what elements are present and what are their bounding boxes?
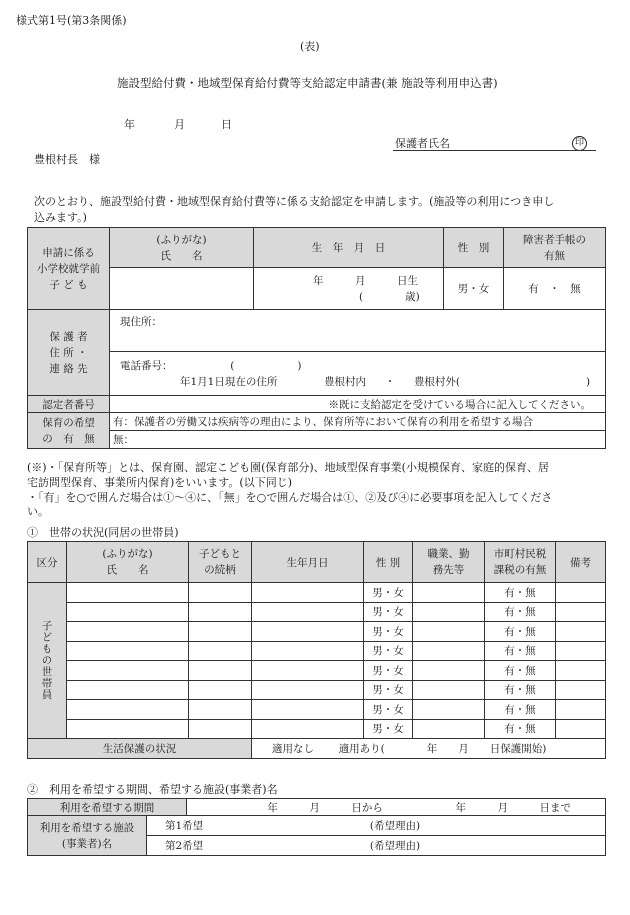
household-side-label	[28, 583, 67, 739]
member-tax-cell[interactable]: 有・無	[485, 680, 556, 700]
household-row	[28, 583, 606, 603]
guardian-name-label: 保護者氏名	[395, 137, 450, 150]
note-line-2: 宅訪問型保育、事業所内保育)をいいます。(以下同じ)	[27, 476, 292, 489]
child-label-1: 申請に係る	[42, 246, 95, 259]
member-job-cell[interactable]	[413, 602, 485, 622]
disability-field[interactable]: 有 ・ 無	[504, 268, 606, 310]
name-label: 氏 名	[160, 249, 203, 262]
member-name-cell[interactable]	[67, 661, 189, 681]
furigana-label: (ふりがな)	[156, 233, 207, 246]
child-name-header	[110, 228, 254, 268]
household-section-title: ① 世帯の状況(同居の世帯員)	[27, 526, 179, 539]
household-row	[28, 680, 606, 700]
in-village-option[interactable]: 豊根村内	[324, 375, 367, 388]
period-field[interactable]	[187, 799, 606, 816]
hope-label-2: の 有 無	[42, 432, 95, 445]
welfare-label: 生活保護の状況	[28, 739, 252, 759]
guardian-label-3: 連 絡 先	[49, 362, 88, 375]
reason-2-label: (希望理由)	[369, 840, 421, 852]
member-name-cell[interactable]	[67, 602, 189, 622]
member-sex-cell[interactable]: 男・女	[364, 641, 413, 661]
period-to: 年 月 日まで	[455, 801, 572, 814]
household-row	[28, 661, 606, 681]
sex-header: 性 別	[444, 228, 504, 268]
note-line-1: (※)・「保育所等」とは、保育園、認定こども園(保育部分)、地域型保育事業(小規模保育、家庭的保育、居	[27, 461, 549, 474]
jan1-address-line	[120, 374, 602, 390]
side-label: (表)	[300, 40, 320, 53]
choice-2-field[interactable]	[147, 836, 606, 856]
member-sex-cell[interactable]: 男・女	[364, 661, 413, 681]
tax-header	[485, 542, 556, 583]
member-sex-header: 性 別	[364, 542, 413, 583]
address-field[interactable]	[110, 310, 606, 352]
member-relation-cell[interactable]	[189, 622, 252, 642]
member-name-cell[interactable]	[67, 622, 189, 642]
member-birth-cell[interactable]	[252, 602, 364, 622]
member-tax-cell[interactable]: 有・無	[485, 719, 556, 739]
member-name-cell[interactable]	[67, 641, 189, 661]
sex-field[interactable]: 男・女	[444, 268, 504, 310]
birth-field[interactable]	[254, 268, 444, 310]
member-tax-cell[interactable]: 有・無	[485, 602, 556, 622]
member-remarks-cell[interactable]	[556, 602, 606, 622]
facility-label	[28, 816, 147, 856]
member-remarks-cell[interactable]	[556, 700, 606, 720]
birth-value-line-2: ( 歳)	[359, 290, 420, 303]
member-birth-cell[interactable]	[252, 583, 364, 603]
date-month: 月	[174, 118, 185, 131]
household-row	[28, 622, 606, 642]
member-remarks-cell[interactable]	[556, 680, 606, 700]
member-relation-cell[interactable]	[189, 719, 252, 739]
welfare-field[interactable]	[252, 739, 606, 759]
tax-label-1: 市町村民税	[493, 548, 547, 560]
household-row	[28, 719, 606, 739]
member-job-cell[interactable]	[413, 719, 485, 739]
hope-label	[28, 413, 110, 449]
member-birth-cell[interactable]	[252, 661, 364, 681]
note-line-3: ・「有」を○で囲んだ場合は①～④に、「無」を○で囲んだ場合は①、②及び④に必要事項を記入してくださ	[27, 491, 553, 504]
choice-1-label: 第1希望	[165, 820, 204, 832]
member-relation-cell[interactable]	[189, 700, 252, 720]
member-sex-cell[interactable]: 男・女	[364, 602, 413, 622]
facility-section-title: ② 利用を希望する期間、希望する施設(事業者)名	[27, 783, 278, 796]
member-birth-cell[interactable]	[252, 700, 364, 720]
member-relation-cell[interactable]	[189, 583, 252, 603]
hope-label-1: 保育の希望	[42, 416, 95, 429]
child-row-label	[28, 228, 110, 310]
guardian-label-2: 住 所 ・	[49, 346, 88, 359]
household-row	[28, 641, 606, 661]
member-tax-cell[interactable]: 有・無	[485, 641, 556, 661]
household-row	[28, 602, 606, 622]
hope-no-field[interactable]: 無：	[110, 431, 606, 449]
member-tax-cell[interactable]: 有・無	[485, 583, 556, 603]
job-header	[413, 542, 485, 583]
hope-yes-field[interactable]: 有：保護者の労働又は疾病等の理由により、保育所等において保育の利用を希望する場合	[110, 413, 606, 431]
member-job-cell[interactable]	[413, 583, 485, 603]
birth-header: 生 年 月 日	[254, 228, 444, 268]
welfare-yes-option[interactable]: 適用あり( 年 月 日保護開始)	[338, 743, 547, 755]
member-job-cell[interactable]	[413, 622, 485, 642]
member-tax-cell[interactable]: 有・無	[485, 661, 556, 681]
member-remarks-cell[interactable]	[556, 661, 606, 681]
member-birth-cell[interactable]	[252, 719, 364, 739]
member-job-cell[interactable]	[413, 680, 485, 700]
member-remarks-cell[interactable]	[556, 719, 606, 739]
facility-label-1: 利用を希望する施設	[39, 821, 135, 834]
member-birth-cell[interactable]	[252, 641, 364, 661]
member-job-cell[interactable]	[413, 700, 485, 720]
form-number: 様式第1号(第3条関係)	[16, 14, 127, 27]
household-side-text: 子どもの世帯員	[40, 620, 53, 701]
intro-line-2: 込みます。)	[34, 211, 87, 224]
birth-value-line-1: 年 月 日生	[313, 274, 418, 287]
kubun-header: 区分	[28, 542, 67, 583]
member-remarks-cell[interactable]	[556, 583, 606, 603]
note-line-4: い。	[27, 505, 49, 518]
member-furigana-label: (ふりがな)	[102, 548, 153, 560]
facility-table	[27, 798, 606, 856]
guardian-name-underline	[393, 150, 596, 151]
member-relation-cell[interactable]	[189, 641, 252, 661]
seal-icon: 印	[572, 136, 587, 151]
remarks-header: 備考	[556, 542, 606, 583]
out-village-option[interactable]: 豊根村外( )	[413, 375, 591, 388]
member-sex-cell[interactable]: 男・女	[364, 583, 413, 603]
application-table	[27, 227, 606, 449]
relation-label-1: 子どもと	[199, 548, 241, 560]
member-name-label: 氏 名	[106, 564, 149, 576]
member-remarks-cell[interactable]	[556, 622, 606, 642]
seal-mark	[572, 135, 587, 151]
cert-number-label: 認定者番号	[28, 396, 110, 413]
phone-label: 電話番号： ( )	[120, 359, 302, 372]
member-relation-cell[interactable]	[189, 680, 252, 700]
member-name-cell[interactable]	[67, 719, 189, 739]
member-tax-cell[interactable]: 有・無	[485, 622, 556, 642]
member-sex-cell[interactable]: 男・女	[364, 622, 413, 642]
household-row	[28, 700, 606, 720]
disability-label-1: 障害者手帳の	[523, 233, 586, 246]
member-birth-cell[interactable]	[252, 680, 364, 700]
guardian-row-label	[28, 310, 110, 396]
member-name-cell[interactable]	[67, 700, 189, 720]
date-year: 年	[124, 118, 135, 131]
choice-1-field[interactable]	[147, 816, 606, 836]
cert-note: ※既に支給認定を受けている場合に記入してください。	[328, 398, 591, 411]
relation-label-2: の続柄	[204, 564, 236, 576]
relation-header	[189, 542, 252, 583]
member-birth-cell[interactable]	[252, 622, 364, 642]
member-birth-header: 生年月日	[252, 542, 364, 583]
cert-number-field[interactable]	[110, 396, 606, 413]
intro-line-1: 次のとおり、施設型給付費・地域型保育給付費等に係る支給認定を申請します。(施設等の利用につき申し	[34, 195, 555, 208]
job-label-2: 務先等	[432, 564, 465, 576]
disability-header	[504, 228, 606, 268]
child-label-3: 子 ど も	[49, 278, 88, 291]
child-name-field[interactable]	[110, 268, 254, 310]
period-from: 年 月 日から	[267, 801, 383, 814]
member-sex-cell[interactable]: 男・女	[364, 680, 413, 700]
member-name-header	[67, 542, 189, 583]
guardian-label-1: 保 護 者	[49, 330, 88, 343]
member-sex-cell[interactable]: 男・女	[364, 700, 413, 720]
member-sex-cell[interactable]: 男・女	[364, 719, 413, 739]
welfare-none-option[interactable]: 適用なし	[272, 743, 314, 755]
date-day: 日	[221, 118, 232, 131]
reason-1-label: (希望理由)	[369, 820, 421, 832]
member-tax-cell[interactable]: 有・無	[485, 700, 556, 720]
form-title: 施設型給付費・地域型保育給付費等支給認定申請書(兼 施設等利用申込書)	[117, 76, 498, 90]
contact-field[interactable]	[110, 352, 606, 396]
member-relation-cell[interactable]	[189, 661, 252, 681]
option-separator: ・	[384, 375, 396, 388]
address-label: 現住所：	[120, 316, 162, 328]
member-job-cell[interactable]	[413, 661, 485, 681]
disability-label-2: 有無	[544, 249, 565, 262]
jan1-label: 年1月1日現在の住所	[180, 375, 278, 388]
period-label: 利用を希望する期間	[28, 799, 187, 816]
member-name-cell[interactable]	[67, 680, 189, 700]
child-label-2: 小学校就学前	[37, 262, 100, 275]
member-relation-cell[interactable]	[189, 602, 252, 622]
member-remarks-cell[interactable]	[556, 641, 606, 661]
tax-label-2: 課税の有無	[493, 564, 547, 576]
addressee: 豊根村長 様	[34, 153, 100, 166]
member-name-cell[interactable]	[67, 583, 189, 603]
job-label-1: 職業、勤	[427, 548, 470, 560]
choice-2-label: 第2希望	[165, 840, 204, 852]
household-table	[27, 541, 606, 759]
member-job-cell[interactable]	[413, 641, 485, 661]
facility-label-2: (事業者)名	[61, 837, 113, 850]
